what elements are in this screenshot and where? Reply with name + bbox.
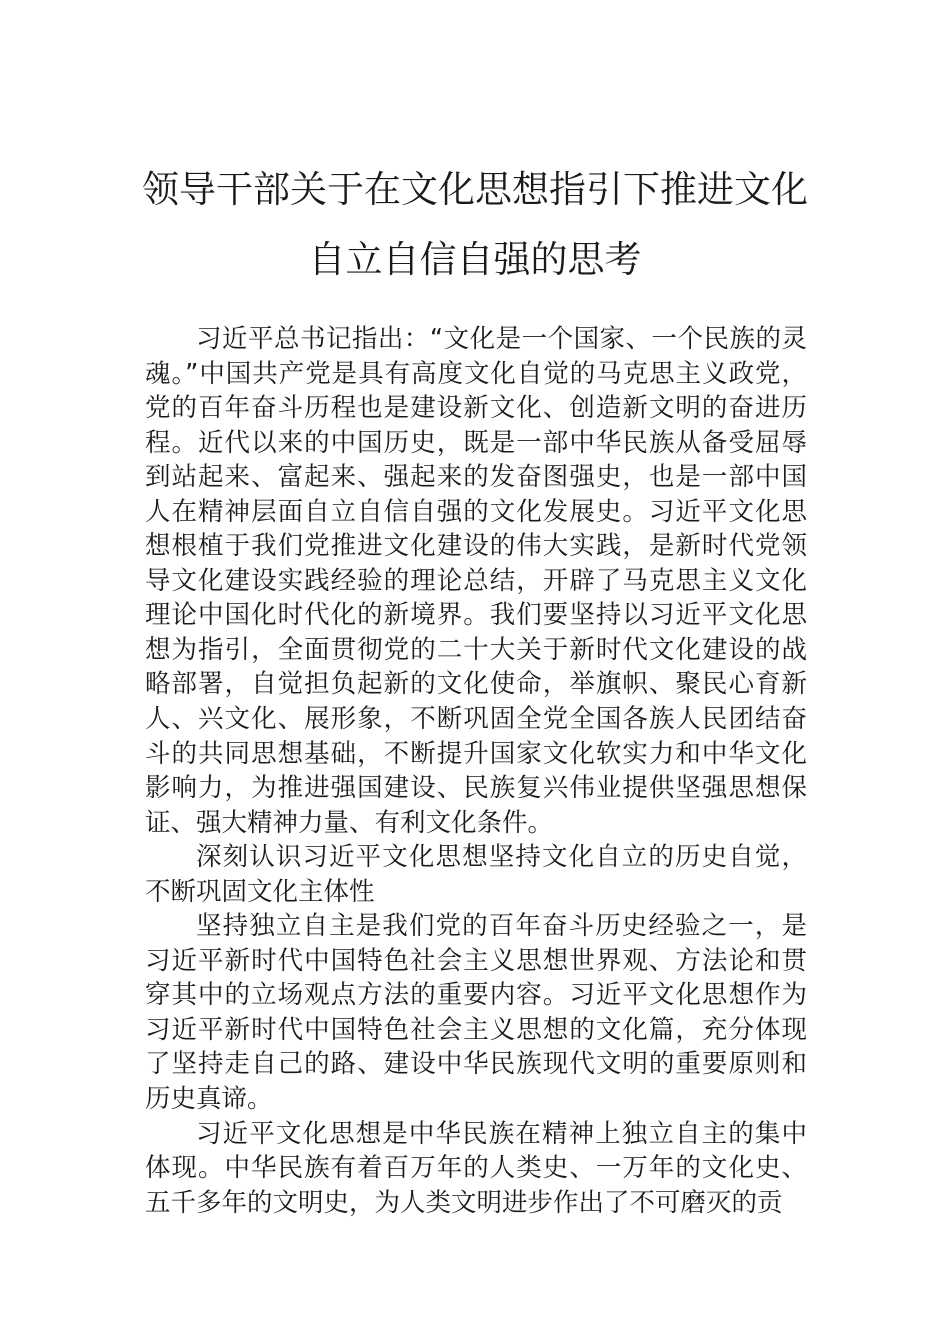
document-title-line-2: 自立自信自强的思考 bbox=[308, 238, 642, 281]
document-body bbox=[145, 322, 807, 1220]
paragraph-intro: 习近平总书记指出：“文化是一个国家、一个民族的灵魂。”中国共产党是具有高度文化自觉的马克思主义政党，党的百年奋斗历程也是建设新文化、创造新文明的奋进历程。近代以来的中国历史，既是一部中华民族从备受屈辱到站起来、富起来、强起来的发奋图强史，也是一部中国人在精神层面自立自信自强的文化发展史。习近平文化思想根植于我们党推进文化建设的伟大实践，是新时代党领导文化建设实践经验的理论总结，开辟了马克思主义文化理论中国化时代化的新境界。我们要坚持以习近平文化思想为指引，全面贯彻党的二十大关于新时代文化建设的战略部署，自觉担负起新的文化使命，举旗帜、聚民心育新人、兴文化、展形象，不断巩固全党全国各族人民团结奋斗的共同思想基础，不断提升国家文化软实力和中华文化影响力，为推进强国建设、民族复兴伟业提供坚强思想保证、强大精神力量、有利文化条件。 bbox=[145, 324, 807, 838]
paragraph: 习近平文化思想是中华民族在精神上独立自主的集中体现。中华民族有着百万年的人类史、一万年的文化史、五千多年的文明史，为人类文明进步作出了不可磨灭的贡 bbox=[145, 1118, 807, 1218]
document-title-line-1: 领导干部关于在文化思想指引下推进文化 bbox=[142, 168, 808, 211]
section-heading: 深刻认识习近平文化思想坚持文化自立的历史自觉，不断巩固文化主体性 bbox=[145, 842, 807, 907]
paragraph: 坚持独立自主是我们党的百年奋斗历史经验之一，是习近平新时代中国特色社会主义思想世界观、方法论和贯穿其中的立场观点方法的重要内容。习近平文化思想作为习近平新时代中国特色社会主义思想的文化篇，充分体现了坚持走自己的路、建设中华民族现代文明的重要原则和历史真谛。 bbox=[145, 911, 807, 1115]
